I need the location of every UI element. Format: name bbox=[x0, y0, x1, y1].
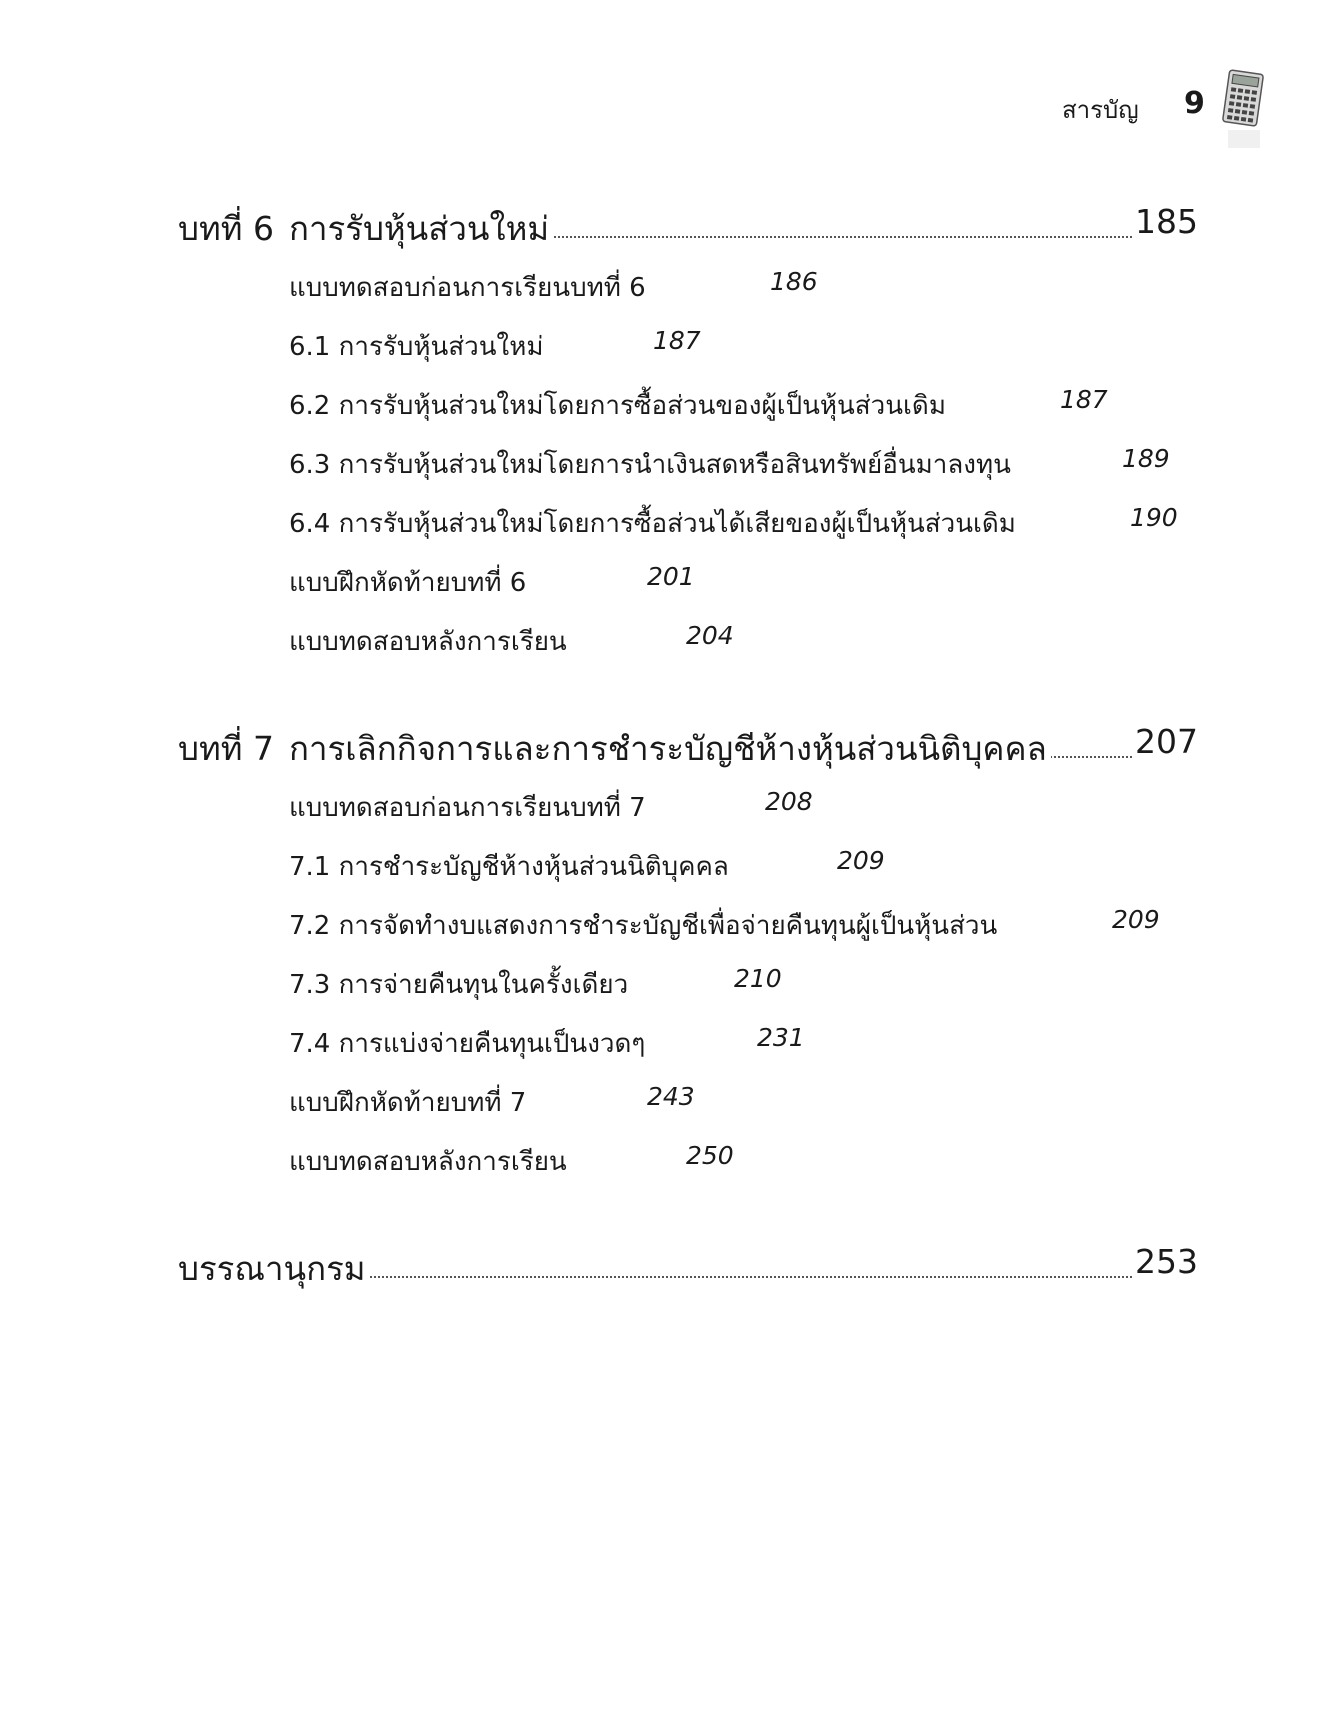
chapter-7-heading[interactable] bbox=[178, 722, 1198, 772]
toc-entry[interactable]: 6.1 การรับหุ้นส่วนใหม่ bbox=[289, 332, 544, 362]
toc-entry[interactable]: 7.1 การชำระบัญชีห้างหุ้นส่วนนิติบุคคล bbox=[289, 852, 729, 882]
toc-entry-page: 201 bbox=[647, 562, 695, 591]
toc-entry[interactable]: แบบฝึกหัดท้ายบทที่ 7 bbox=[289, 1088, 527, 1118]
chapter-title: การเลิกกิจการและการชำระบัญชีห้างหุ้นส่วนนิติบุคคล bbox=[289, 722, 1051, 775]
chapter-label: บทที่ 6 bbox=[178, 209, 274, 248]
chapter-label: บทที่ 7 bbox=[178, 729, 274, 768]
chapter-page-number: 185 bbox=[1135, 202, 1198, 241]
toc-entry-page: 208 bbox=[765, 787, 813, 816]
calculator-icon bbox=[1222, 68, 1264, 152]
toc-entry[interactable]: แบบฝึกหัดท้ายบทที่ 6 bbox=[289, 568, 527, 598]
chapter-6-heading[interactable] bbox=[178, 202, 1198, 252]
chapter-page-number: 207 bbox=[1135, 722, 1198, 761]
toc-entry[interactable]: แบบทดสอบก่อนการเรียนบทที่ 6 bbox=[289, 273, 646, 303]
bibliography-page-number: 253 bbox=[1135, 1242, 1198, 1281]
toc-entry-page: 209 bbox=[837, 846, 885, 875]
toc-entry[interactable]: 6.4 การรับหุ้นส่วนใหม่โดยการซื้อส่วนได้เสียของผู้เป็นหุ้นส่วนเดิม bbox=[289, 509, 1016, 539]
toc-entry[interactable]: แบบทดสอบก่อนการเรียนบทที่ 7 bbox=[289, 793, 646, 823]
toc-entry-page: 189 bbox=[1122, 444, 1170, 473]
toc-entry[interactable]: แบบทดสอบหลังการเรียน bbox=[289, 627, 567, 657]
bibliography-title: บรรณานุกรม bbox=[178, 1242, 370, 1295]
toc-entry[interactable]: 6.2 การรับหุ้นส่วนใหม่โดยการซื้อส่วนของผู้เป็นหุ้นส่วนเดิม bbox=[289, 391, 946, 421]
toc-entry-page: 210 bbox=[734, 964, 782, 993]
toc-entry-page: 231 bbox=[757, 1023, 805, 1052]
toc-entry-page: 250 bbox=[686, 1141, 734, 1170]
toc-entry[interactable]: แบบทดสอบหลังการเรียน bbox=[289, 1147, 567, 1177]
toc-entry[interactable]: 7.3 การจ่ายคืนทุนในครั้งเดียว bbox=[289, 970, 629, 1000]
toc-entry[interactable]: 7.4 การแบ่งจ่ายคืนทุนเป็นงวดๆ bbox=[289, 1029, 646, 1059]
toc-entry[interactable]: 6.3 การรับหุ้นส่วนใหม่โดยการนำเงินสดหรือสินทรัพย์อื่นมาลงทุน bbox=[289, 450, 1011, 480]
bibliography-heading[interactable] bbox=[178, 1242, 1198, 1292]
toc-entry-page: 187 bbox=[1060, 385, 1108, 414]
toc-entry-page: 243 bbox=[647, 1082, 695, 1111]
toc-entry-page: 204 bbox=[686, 621, 734, 650]
toc-entry-page: 209 bbox=[1112, 905, 1160, 934]
running-page-number: 9 bbox=[1184, 86, 1205, 121]
running-header-title: สารบัญ bbox=[1062, 96, 1139, 124]
toc-entry[interactable]: 7.2 การจัดทำงบแสดงการชำระบัญชีเพื่อจ่ายคืนทุนผู้เป็นหุ้นส่วน bbox=[289, 911, 998, 941]
toc-entry-page: 190 bbox=[1130, 503, 1178, 532]
toc-entry-page: 186 bbox=[770, 267, 818, 296]
chapter-title: การรับหุ้นส่วนใหม่ bbox=[289, 202, 553, 255]
toc-entry-page: 187 bbox=[653, 326, 701, 355]
